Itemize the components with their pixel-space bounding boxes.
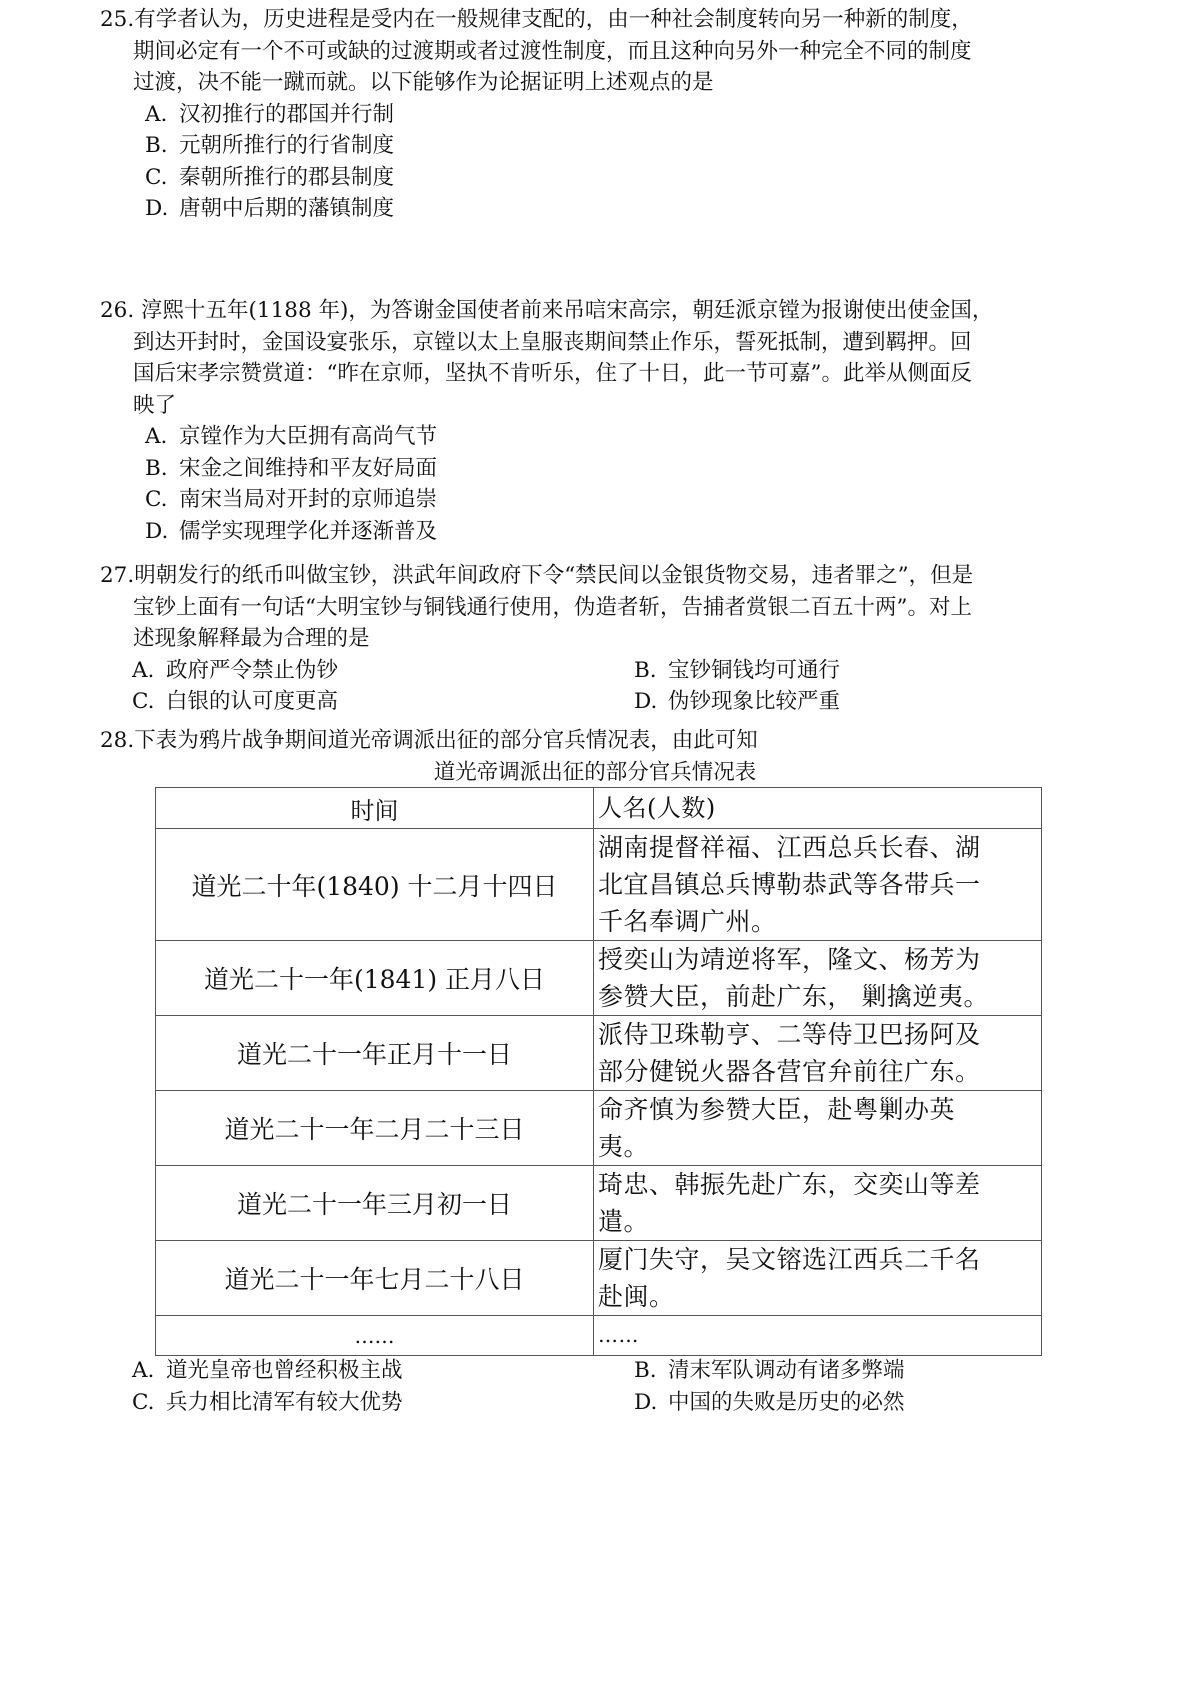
question-27 bbox=[100, 560, 1140, 718]
question-25-stem bbox=[100, 4, 1140, 99]
question-27-stem bbox=[100, 560, 1140, 655]
cell-line: 赴闽。 bbox=[598, 1282, 675, 1311]
question-26 bbox=[100, 295, 1140, 547]
cell-line: 琦忠、韩振先赴广东，交奕山等差 bbox=[598, 1170, 981, 1199]
cell-names bbox=[594, 829, 1042, 941]
option-text: 政府严令禁止伪钞 bbox=[166, 657, 339, 683]
table-row bbox=[156, 1091, 1042, 1166]
header-names: 人名(人数) bbox=[594, 788, 1042, 829]
cell-line: 北宜昌镇总兵博勒恭武等各带兵一 bbox=[598, 870, 981, 899]
option-letter: D. bbox=[634, 689, 658, 714]
question-26-stem bbox=[100, 295, 1140, 421]
option-c bbox=[132, 1387, 634, 1419]
officer-dispatch-table bbox=[155, 787, 1042, 1356]
option-text: 白银的认可度更高 bbox=[166, 689, 339, 714]
cell-names bbox=[594, 1166, 1042, 1241]
option-letter: C. bbox=[145, 487, 168, 512]
header-time: 时间 bbox=[156, 788, 594, 829]
table-row bbox=[156, 1016, 1042, 1091]
stem-line: 述现象解释最为合理的是 bbox=[133, 626, 370, 651]
cell-time: 道光二十一年七月二十八日 bbox=[156, 1241, 594, 1316]
cell-line: 命齐慎为参赞大臣，赴粤剿办英 bbox=[598, 1095, 956, 1124]
option-a bbox=[132, 1355, 634, 1387]
options-row-2 bbox=[100, 686, 1140, 718]
cell-names bbox=[594, 941, 1042, 1016]
option-text: 南宋当局对开封的京师追崇 bbox=[179, 487, 438, 512]
option-letter: A. bbox=[145, 101, 168, 127]
cell-line: 夷。 bbox=[598, 1132, 650, 1161]
option-letter: D. bbox=[634, 1389, 658, 1415]
option-text: 秦朝所推行的郡县制度 bbox=[179, 164, 395, 190]
option-d bbox=[634, 686, 1136, 718]
cell-time: 道光二十一年正月十一日 bbox=[156, 1016, 594, 1091]
option-text: 兵力相比清军有较大优势 bbox=[166, 1389, 403, 1415]
option-text: 唐朝中后期的藩镇制度 bbox=[179, 196, 395, 221]
option-text: 清末军队调动有诸多弊端 bbox=[668, 1358, 905, 1383]
stem-line: 映了 bbox=[133, 392, 177, 418]
cell-line: 湖南提督祥福、江西总兵长春、湖 bbox=[598, 833, 981, 862]
option-b bbox=[100, 453, 1140, 485]
option-a bbox=[100, 421, 1140, 453]
cell-time: 道光二十一年二月二十三日 bbox=[156, 1091, 594, 1166]
cell-line: 遣。 bbox=[598, 1207, 650, 1236]
stem-line: 宝钞上面有一句话“大明宝钞与铜钱通行使用，伪造者斩，告捕者赏银二百五十两”。对上 bbox=[133, 594, 972, 620]
table-title: 道光帝调派出征的部分官兵情况表 bbox=[433, 760, 757, 785]
stem-line: 到达开封时，金国设宴张乐，京镗以太上皇服丧期间禁止作乐，誓死抵制，遭到羁押。回 bbox=[133, 329, 972, 355]
option-b bbox=[634, 655, 1136, 687]
option-d bbox=[100, 516, 1140, 548]
table-row bbox=[156, 1166, 1042, 1241]
option-letter: C. bbox=[132, 689, 155, 714]
option-a bbox=[100, 99, 1140, 131]
table-row bbox=[156, 1316, 1042, 1356]
option-b bbox=[100, 130, 1140, 162]
stem-line: 26. 淳熙十五年(1188 年)，为答谢金国使者前来吊唁宋高宗，朝廷派京镗为报谢使出使金国， bbox=[100, 298, 994, 323]
stem-line: 28.下表为鸦片战争期间道光帝调派出征的部分官兵情况表，由此可知 bbox=[100, 728, 758, 753]
cell-names bbox=[594, 1091, 1042, 1166]
option-text: 京镗作为大臣拥有高尚气节 bbox=[179, 424, 438, 449]
option-text: 中国的失败是历史的必然 bbox=[668, 1389, 905, 1415]
cell-line: 厦门失守，吴文镕选江西兵二千名 bbox=[598, 1245, 981, 1274]
question-28 bbox=[100, 725, 1140, 757]
options-row-1 bbox=[100, 1355, 1140, 1387]
cell-time: 道光二十年(1840) 十二月十四日 bbox=[156, 829, 594, 941]
option-d bbox=[634, 1387, 1136, 1419]
cell-line: 派侍卫珠勒亨、二等侍卫巴扬阿及 bbox=[598, 1020, 981, 1049]
option-letter: B. bbox=[145, 455, 168, 481]
option-text: 道光皇帝也曾经积极主战 bbox=[166, 1358, 403, 1383]
table-header-row bbox=[156, 788, 1042, 829]
cell-names bbox=[594, 1241, 1042, 1316]
table-row bbox=[156, 829, 1042, 941]
option-letter: B. bbox=[634, 657, 657, 683]
option-letter: C. bbox=[145, 164, 168, 190]
options-row-1 bbox=[100, 655, 1140, 687]
table-row bbox=[156, 1241, 1042, 1316]
option-text: 儒学实现理学化并逐渐普及 bbox=[179, 518, 438, 544]
stem-line: 25.有学者认为，历史进程是受内在一般规律支配的，由一种社会制度转向另一种新的制度， bbox=[100, 7, 973, 32]
option-b bbox=[634, 1355, 1136, 1387]
option-d bbox=[100, 193, 1140, 225]
cell-names bbox=[594, 1016, 1042, 1091]
option-letter: A. bbox=[132, 657, 155, 683]
cell-names bbox=[594, 1316, 1042, 1356]
option-c bbox=[132, 686, 634, 718]
option-text: 宝钞铜钱均可通行 bbox=[668, 657, 841, 683]
cell-line: 授奕山为靖逆将军，隆文、杨芳为 bbox=[598, 945, 981, 974]
cell-line: …… bbox=[598, 1323, 639, 1347]
option-letter: D. bbox=[145, 196, 169, 221]
options-row-2 bbox=[100, 1387, 1140, 1419]
option-letter: A. bbox=[132, 1358, 155, 1383]
stem-line: 27.明朝发行的纸币叫做宝钞，洪武年间政府下令“禁民间以金银货物交易，违者罪之”，但是 bbox=[100, 563, 974, 588]
option-text: 元朝所推行的行省制度 bbox=[179, 133, 395, 158]
cell-time: 道光二十一年(1841) 正月八日 bbox=[156, 941, 594, 1016]
option-letter: B. bbox=[145, 133, 168, 158]
option-text: 汉初推行的郡国并行制 bbox=[179, 101, 395, 127]
option-text: 宋金之间维持和平友好局面 bbox=[179, 455, 438, 481]
stem-line: 国后宋孝宗赞赏道：“昨在京师，坚执不肯听乐，住了十日，此一节可嘉”。此举从侧面反 bbox=[133, 361, 972, 386]
question-25 bbox=[100, 4, 1140, 225]
stem-line: 期间必定有一个不可或缺的过渡期或者过渡性制度，而且这种向另外一种完全不同的制度 bbox=[133, 38, 972, 64]
cell-line: 部分健锐火器各营官弁前往广东。 bbox=[598, 1057, 981, 1086]
cell-line: 参赞大臣，前赴广东， 剿擒逆夷。 bbox=[598, 982, 989, 1011]
table-row bbox=[156, 941, 1042, 1016]
cell-line: 千名奉调广州。 bbox=[598, 907, 777, 936]
question-28-options bbox=[100, 1355, 1140, 1418]
option-letter: C. bbox=[132, 1389, 155, 1415]
option-letter: B. bbox=[634, 1358, 657, 1383]
option-a bbox=[132, 655, 634, 687]
cell-time: …… bbox=[156, 1316, 594, 1356]
option-letter: A. bbox=[145, 424, 168, 449]
stem-line: 过渡，决不能一蹴而就。以下能够作为论据证明上述观点的是 bbox=[133, 70, 714, 95]
option-text: 伪钞现象比较严重 bbox=[668, 689, 841, 714]
option-c bbox=[100, 162, 1140, 194]
option-letter: D. bbox=[145, 518, 169, 544]
cell-time: 道光二十一年三月初一日 bbox=[156, 1166, 594, 1241]
question-28-stem bbox=[100, 725, 1140, 757]
option-c bbox=[100, 484, 1140, 516]
